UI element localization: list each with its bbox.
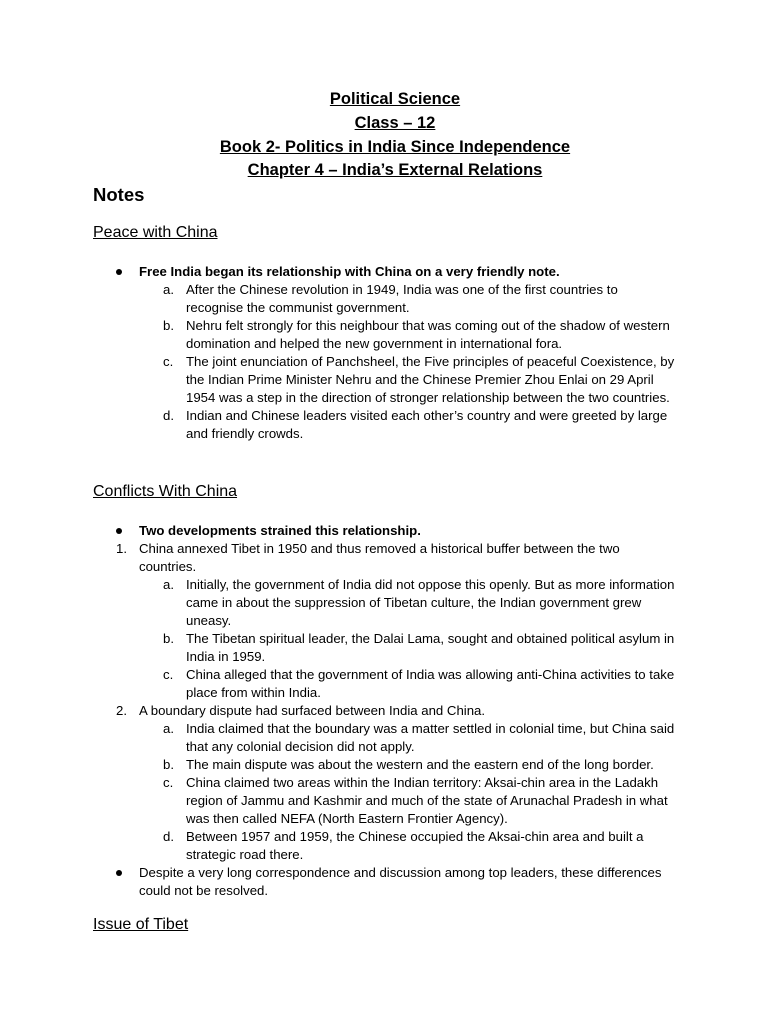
list-item-text: Between 1957 and 1959, the Chinese occupied the Aksai-chin area and built a strategic road there. <box>186 829 644 862</box>
list-item-text: A boundary dispute had surfaced between India and China. <box>139 703 486 718</box>
list-item <box>0 774 768 828</box>
list-item <box>0 756 768 774</box>
list-item <box>0 630 768 666</box>
list-item-text: Indian and Chinese leaders visited each other’s country and were greeted by large and friendly crowds. <box>186 408 668 441</box>
list-item <box>0 576 768 630</box>
list-item-text: Free India began its relationship with China on a very friendly note. <box>139 264 560 279</box>
list-marker: d. <box>163 408 174 423</box>
list-item <box>0 828 768 864</box>
list-marker: c. <box>163 667 174 682</box>
bullet-icon <box>116 269 122 275</box>
list-item-text: Despite a very long correspondence and discussion among top leaders, these differences could not be resolved. <box>139 865 662 898</box>
bullet-icon <box>116 528 122 534</box>
list-item-text: The Tibetan spiritual leader, the Dalai Lama, sought and obtained political asylum in India in 1959. <box>186 631 675 664</box>
list-item <box>0 702 768 720</box>
list-marker: b. <box>163 631 174 646</box>
list-item-text: India claimed that the boundary was a matter settled in colonial time, but China said that any colonial decision did not apply. <box>186 721 675 754</box>
class-title: Class – 12 <box>354 114 436 132</box>
list-item <box>0 522 768 540</box>
list-item <box>0 317 768 353</box>
list-marker: b. <box>163 318 174 333</box>
list-marker: b. <box>163 757 174 772</box>
list-item-text: Initially, the government of India did not oppose this openly. But as more information came in about the suppression of Tibetan culture, the Indian government grew uneasy. <box>186 577 675 628</box>
list-item-text: China annexed Tibet in 1950 and thus removed a historical buffer between the two countries. <box>139 541 620 574</box>
list-marker: 1. <box>116 541 127 556</box>
list-item <box>0 281 768 317</box>
list-item-text: Nehru felt strongly for this neighbour that was coming out of the shadow of western domination and helped the new government in international fora. <box>186 318 670 351</box>
conflicts-list <box>0 522 768 900</box>
list-marker: 2. <box>116 703 127 718</box>
list-item <box>0 666 768 702</box>
list-item-text: Two developments strained this relationship. <box>139 523 421 538</box>
section-heading-tibet: Issue of Tibet <box>93 916 189 933</box>
notes-heading: Notes <box>93 184 145 205</box>
list-marker: a. <box>163 577 174 592</box>
list-item <box>0 353 768 407</box>
peace-list <box>0 263 768 443</box>
list-item <box>0 540 768 576</box>
book-title: Book 2- Politics in India Since Independence <box>219 138 571 156</box>
list-item <box>0 864 768 900</box>
list-marker: d. <box>163 829 174 844</box>
list-item <box>0 407 768 443</box>
chapter-title: Chapter 4 – India’s External Relations <box>247 161 543 179</box>
bullet-icon <box>116 870 122 876</box>
list-item <box>0 720 768 756</box>
list-marker: a. <box>163 721 174 736</box>
list-marker: c. <box>163 354 174 369</box>
list-item-text: After the Chinese revolution in 1949, India was one of the first countries to recognise the communist government. <box>186 282 618 315</box>
section-heading-conflicts: Conflicts With China <box>93 483 238 500</box>
list-marker: a. <box>163 282 174 297</box>
list-marker: c. <box>163 775 174 790</box>
list-item-text: The joint enunciation of Panchsheel, the Five principles of peaceful Coexistence, by the Indian Prime Minister Nehru and the Chinese Premier Zhou Enlai on 29 April 1954 was a step in the direction of stronger relationship between the two countries. <box>186 354 675 405</box>
subject-title: Political Science <box>329 90 461 108</box>
list-item-text: China claimed two areas within the Indian territory: Aksai-chin area in the Ladakh region of Jammu and Kashmir and much of the state of Arunachal Pradesh in what was then called NEFA (North Eastern Frontier Agency). <box>186 775 668 826</box>
list-item-text: The main dispute was about the western and the eastern end of the long border. <box>186 757 654 772</box>
section-heading-peace: Peace with China <box>93 224 218 241</box>
list-item-text: China alleged that the government of India was allowing anti-China activities to take place from within India. <box>186 667 675 700</box>
list-item <box>0 263 768 281</box>
